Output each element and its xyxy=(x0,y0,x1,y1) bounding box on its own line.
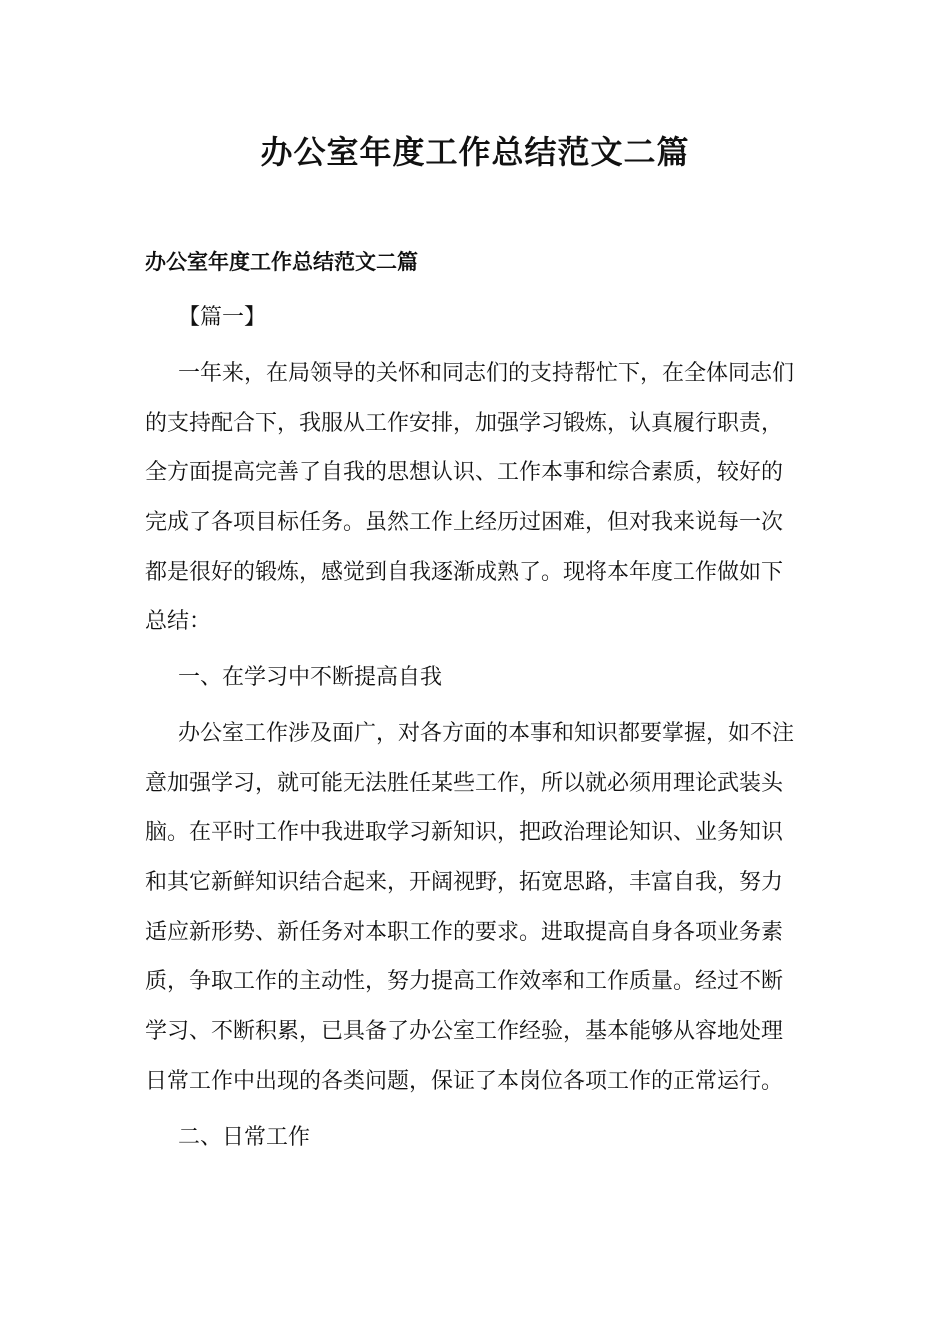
section-heading: 一、在学习中不断提高自我 xyxy=(178,665,443,690)
document-subtitle: 办公室年度工作总结范文二篇 xyxy=(145,250,418,274)
paragraph-line: 的支持配合下，我服从工作安排，加强学习锻炼，认真履行职责， xyxy=(145,411,784,436)
paragraph-line: 总结： xyxy=(145,609,212,634)
section-label: 【篇一】 xyxy=(178,305,267,330)
paragraph-line: 学习、不断积累，已具备了办公室工作经验，基本能够从容地处理 xyxy=(145,1019,784,1044)
paragraph-line: 一年来，在局领导的关怀和同志们的支持帮忙下，在全体同志们 xyxy=(178,361,795,386)
section-heading: 二、日常工作 xyxy=(178,1125,311,1150)
paragraph-line: 都是很好的锻炼，感觉到自我逐渐成熟了。现将本年度工作做如下 xyxy=(145,560,784,585)
paragraph-line: 日常工作中出现的各类问题，保证了本岗位各项工作的正常运行。 xyxy=(145,1069,784,1094)
paragraph-line: 适应新形势、新任务对本职工作的要求。进取提高自身各项业务素 xyxy=(145,920,784,945)
paragraph-line: 质，争取工作的主动性，努力提高工作效率和工作质量。经过不断 xyxy=(145,969,784,994)
paragraph-line: 全方面提高完善了自我的思想认识、工作本事和综合素质，较好的 xyxy=(145,460,784,485)
paragraph-line: 意加强学习，就可能无法胜任某些工作，所以就必须用理论武装头 xyxy=(145,771,784,796)
paragraph-line: 办公室工作涉及面广，对各方面的本事和知识都要掌握，如不注 xyxy=(178,721,795,746)
paragraph-line: 完成了各项目标任务。虽然工作上经历过困难，但对我来说每一次 xyxy=(145,510,784,535)
document-title: 办公室年度工作总结范文二篇 xyxy=(260,133,690,171)
paragraph-line: 和其它新鲜知识结合起来，开阔视野，拓宽思路，丰富自我，努力 xyxy=(145,870,784,895)
paragraph-line: 脑。在平时工作中我进取学习新知识，把政治理论知识、业务知识 xyxy=(145,820,784,845)
